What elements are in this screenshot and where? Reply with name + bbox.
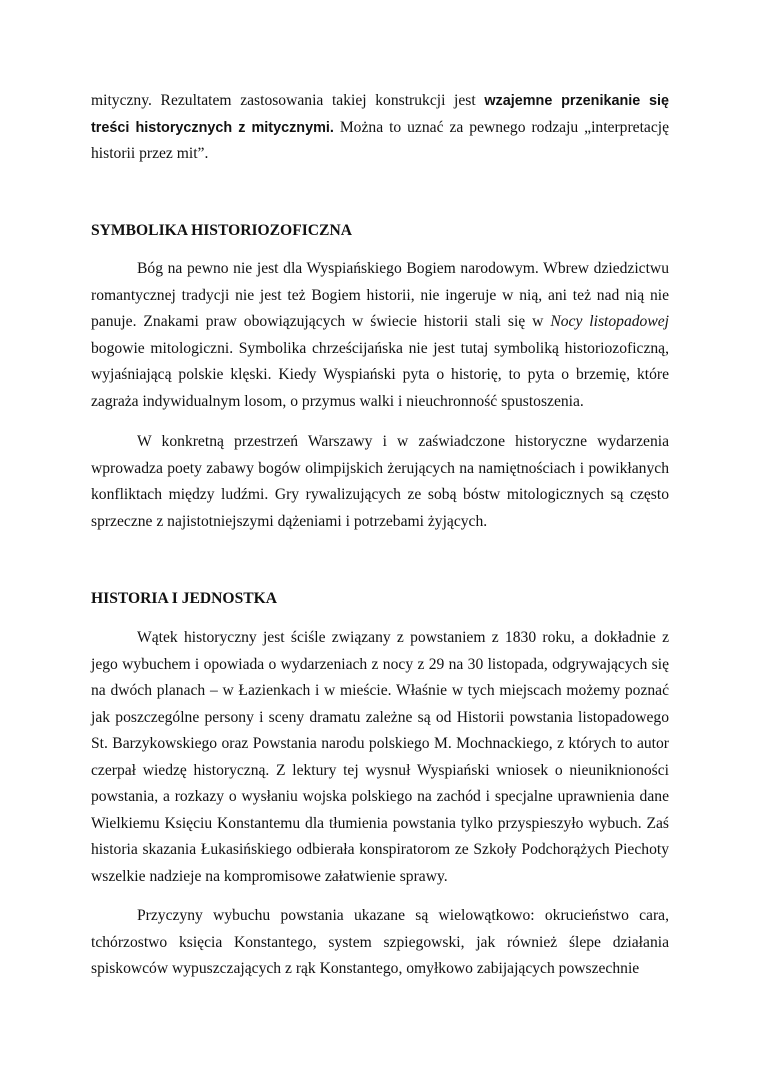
paragraph-intro <box>91 88 669 168</box>
paragraph-symbolika-1-italic: Nocy listopadowej <box>550 313 669 330</box>
paragraph-intro-tail: Można to uznać za pewnego rodzaju „interpretację historii przez mit”. <box>91 118 669 162</box>
paragraph-historia-1: Wątek historyczny jest ściśle związany z powstaniem z 1830 roku, a dokładnie z jego wybuchem i opowiada o wydarzeniach z nocy z 29 na 30 listopada, odgrywających się na dwóch planach – w Łazienkach i w mieście. Właśnie w tych miejscach możemy poznać jak poszczególne persony i sceny dramatu zależne są od Historii powstania listopadowego St. Barzykowskiego oraz Powstania narodu polskiego M. Mochnackiego, z których to autor czerpał wiedzę historyczną. Z lektury tej wysnuł Wyspiański wniosek o nieuniknioności powstania, a rozkazy o wysłaniu wojska polskiego na zachód i specjalne uprawnienia dane Wielkiemu Księciu Konstantemu dla tłumienia powstania tylko przyspieszyło wybuch. Zaś historia skazania Łukasińskiego odbierała konspiratorom ze Szkoły Podchorążych Piechoty wszelkie nadzieje na kompromisowe załatwienie sprawy. <box>91 629 669 885</box>
paragraph-historia-2: Przyczyny wybuchu powstania ukazane są wielowątkowo: okrucieństwo cara, tchórzostwo księcia Konstantego, system szpiegowski, jak również ślepe działania spiskowców wypuszczających z rąk Konstantego, omyłkowo zabijających powszechnie <box>91 907 669 977</box>
paragraph-intro-bold: wzajemne przenikanie się treści historycznych z mitycznymi. <box>91 93 669 136</box>
paragraph-symbolika-2: W konkretną przestrzeń Warszawy i w zaświadczone historyczne wydarzenia wprowadza poety zabawy bogów olimpijskich żerujących na namiętnościach i powikłanych konfliktach między ludźmi. Gry rywalizujących ze sobą bóstw mitologicznych są często sprzeczne z najistotniejszymi dążeniami i potrzebami żyjących. <box>91 433 669 530</box>
paragraph-symbolika-1 <box>91 256 669 415</box>
heading-symbolika: SYMBOLIKA HISTORIOZOFICZNA <box>91 222 352 239</box>
paragraph-intro-text: mityczny. Rezultatem zastosowania takiej konstrukcji jest <box>91 92 485 109</box>
paragraph-symbolika-1-text: Bóg na pewno nie jest dla Wyspiańskiego Bogiem narodowym. Wbrew dziedzictwu romantycznej tradycji nie jest też Bogiem historii, nie ingeruje w nią, ani też nad nią nie panuje. Znakami praw obowiązujących w świecie historii stali się w <box>91 260 669 330</box>
paragraph-symbolika-1-tail: bogowie mitologiczni. Symbolika chrześcijańska nie jest tutaj symboliką historiozoficzną, wyjaśniającą polskie klęski. Kiedy Wyspiański pyta o historię, to pyta o brzemię, które zagraża indywidualnym losom, o przymus walki i nieuchronność spustoszenia. <box>91 339 669 410</box>
heading-historia: HISTORIA I JEDNOSTKA <box>91 590 278 607</box>
